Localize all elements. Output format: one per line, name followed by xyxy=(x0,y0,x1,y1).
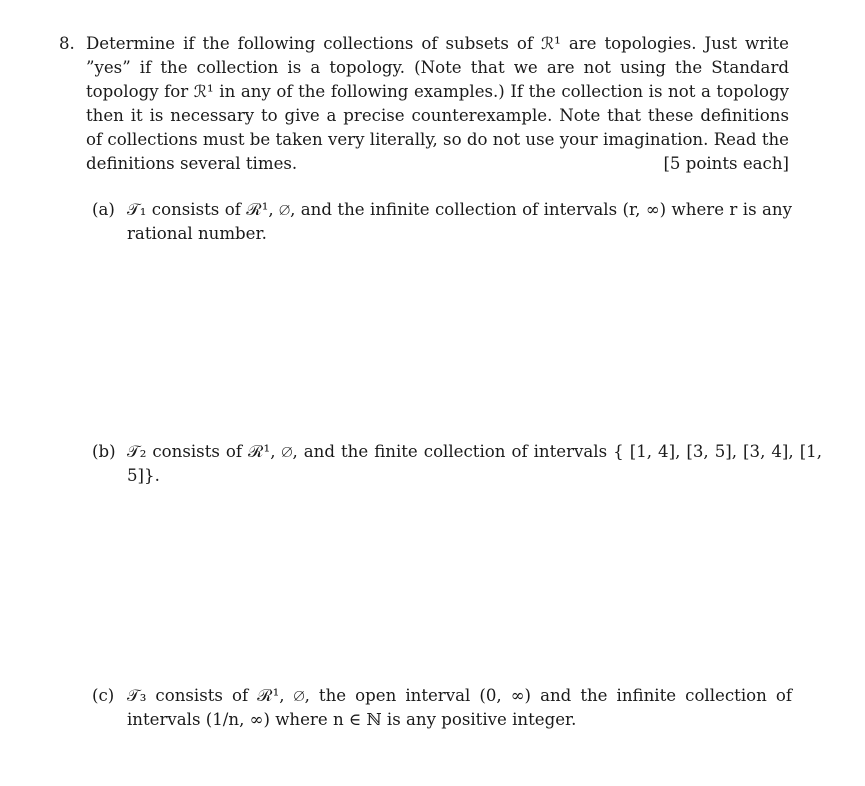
part-b-label: (b) xyxy=(92,442,116,461)
part-b xyxy=(92,440,822,488)
part-c xyxy=(92,684,792,732)
part-c-text: 𝒯₃ consists of ℛ¹, ∅, the open interval (0, ∞) and the infinite collection of intervals (1/n, ∞) where n ∈ ℕ is any positive integer. xyxy=(127,686,792,729)
problem-text-block xyxy=(86,32,789,176)
part-b-text: 𝒯₂ consists of ℛ¹, ∅, and the finite collection of intervals { [1, 4], [3, 5], [3, 4], [1, 5]}. xyxy=(127,442,822,485)
part-a-label: (a) xyxy=(92,200,115,219)
problem-statement xyxy=(59,32,789,176)
part-c-label: (c) xyxy=(92,686,115,705)
problem-text: Determine if the following collections of subsets of ℛ¹ are topologies. Just write ”yes” if the collection is a topology. (Note that we are not using the Standard topology for ℛ¹ in any of the following examples.) If the collection is not a topology then it is necessary to give a precise counterexample. Note that these definitions of collections must be taken very literally, so do not use your imagination. Read the definitions several times. xyxy=(86,34,789,173)
part-a-text: 𝒯₁ consists of ℛ¹, ∅, and the infinite collection of intervals (r, ∞) where r is any rational number. xyxy=(127,200,792,243)
part-a xyxy=(92,198,792,246)
problem-number: 8. xyxy=(59,34,75,53)
points-label: [5 points each] xyxy=(663,154,789,173)
